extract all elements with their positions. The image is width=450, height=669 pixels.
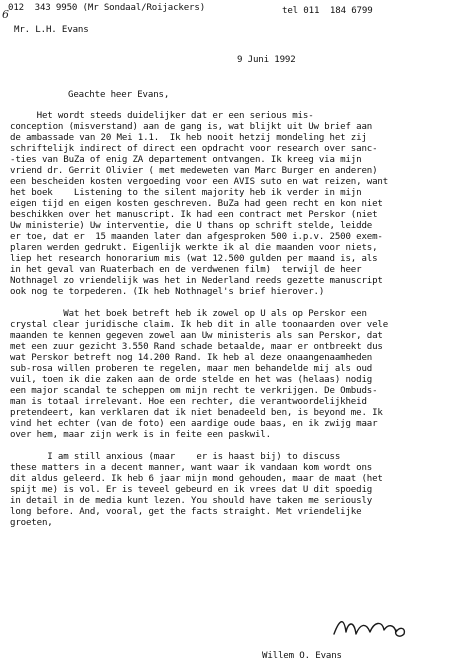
text-line: wat Perskor betreft nog 14.200 Rand. Ik heb al deze onaangenaamheden (10, 353, 373, 363)
text-line: er toe, dat er 15 maanden later dan afgesproken 500 i.p.v. 2500 exem- (10, 232, 383, 242)
signoff-name: Willem O. Evans (262, 651, 342, 661)
text-line: ook nog te torpederen. (Ik heb Nothnagel's brief hierover.) (10, 287, 325, 297)
header-phone-left: 012 343 9950 (Mr Sondaal/Roijackers) (8, 3, 206, 13)
recipient-name: Mr. L.H. Evans (14, 25, 89, 35)
text-line: in detail in de media kunt lezen. You should have taken me seriously (10, 496, 373, 506)
text-line: I am still anxious (maar er is haast bij) to discuss (10, 452, 341, 462)
text-line: dit aldus geleerd. Ik heb 6 jaar mijn mond gehouden, maar de maat (het (10, 474, 383, 484)
text-line: Wat het boek betreft heb ik zowel op U als op Perskor een (10, 309, 367, 319)
header-phone-right: tel 011 184 6799 (282, 6, 373, 16)
text-line: -ties van BuZa of enig ZA departement ontvangen. Ik kreeg via mijn (10, 155, 362, 165)
text-line: de ambassade van 20 Mei 1.1. Ik heb nooit hetzij mondeling het zij (10, 133, 367, 143)
salutation: Geachte heer Evans, (68, 90, 170, 100)
text-line: Nothnagel zo vriendelijk was het in Nederland reeds gezette manuscript (10, 276, 383, 286)
text-line: een bescheiden kosten vergoeding voor een AVIS suto en wat reizen, want (10, 177, 389, 187)
text-line: long before. And, vooral, get the facts straight. Met vriendelijke (10, 507, 362, 517)
text-line: een major scandal te scheppen om mijn recht te verkrijgen. De Ombuds- (10, 386, 378, 396)
text-line: het boek Listening to the silent majority heb ik verder in mijn (10, 188, 362, 198)
text-line: sub-rosa willen proberen te regelen, maar men behandelde mij als oud (10, 364, 373, 374)
text-line: spijt me) is vol. Er is teveel gebeurd en ik vrees dat U dit spoedig (10, 485, 373, 495)
text-line: beschikken over het manuscript. Ik had een contract met Perskor (niet (10, 210, 378, 220)
text-line: man is totaal irrelevant. Hoe een rechter, die verantwoordelijkheid (10, 397, 367, 407)
text-line: eigen tijd en eigen kosten geschreven. BuZa had geen recht en kon niet (10, 199, 383, 209)
text-line: Het wordt steeds duidelijker dat er een serious mis- (10, 111, 314, 121)
text-line: plaren werden gedrukt. Eigenlijk werkte ik al die maanden voor niets, (10, 243, 378, 253)
text-line: Uw ministerie) Uw interventie, die U thans op schrift stelde, leidde (10, 221, 373, 231)
text-line: pretendeert, kan verklaren dat ik niet benadeeld ben, is beyond me. Ik (10, 408, 383, 418)
text-line: maanden te kennen gegeven zowel aan Uw ministeris als san Perskor, dat (10, 331, 383, 341)
text-line: groeten, (10, 518, 53, 528)
letter-date: 9 Juni 1992 (237, 55, 296, 65)
text-line: crystal clear juridische claim. Ik heb dit in alle toonaarden over vele (10, 320, 389, 330)
text-line: vuil, toen ik die zaken aan de orde stelde en het was (helaas) nodig (10, 375, 373, 385)
text-line: over hem, maar zijn werk is in feite een paskwil. (10, 430, 271, 440)
text-line: vriend dr. Gerrit Olivier ( met medeweten van Marc Burger en anderen) (10, 166, 378, 176)
text-line: these matters in a decent manner, want waar ik vandaan kom wordt ons (10, 463, 373, 473)
text-line: met een zuur gezicht 3.550 Rand schade betaalde, maar er ontbreekt dus (10, 342, 383, 352)
text-line: in het geval van Ruaterbach en de verdwenen film) terwijl de heer (10, 265, 362, 275)
text-line: liep het research honorarium mis (wat 12.500 gulden per maand is, als (10, 254, 378, 264)
text-line: conception (misverstand) aan de gang is, wat blijkt uit Uw brief aan (10, 122, 373, 132)
signature-scribble (330, 614, 410, 640)
text-line: schriftelijk indirect of direct een opdracht voor research over sanc- (10, 144, 378, 154)
text-line: vind het echter (van de foto) een aardige oude baas, en ik zwijg maar (10, 419, 378, 429)
handwritten-mark: 6 (2, 8, 9, 21)
